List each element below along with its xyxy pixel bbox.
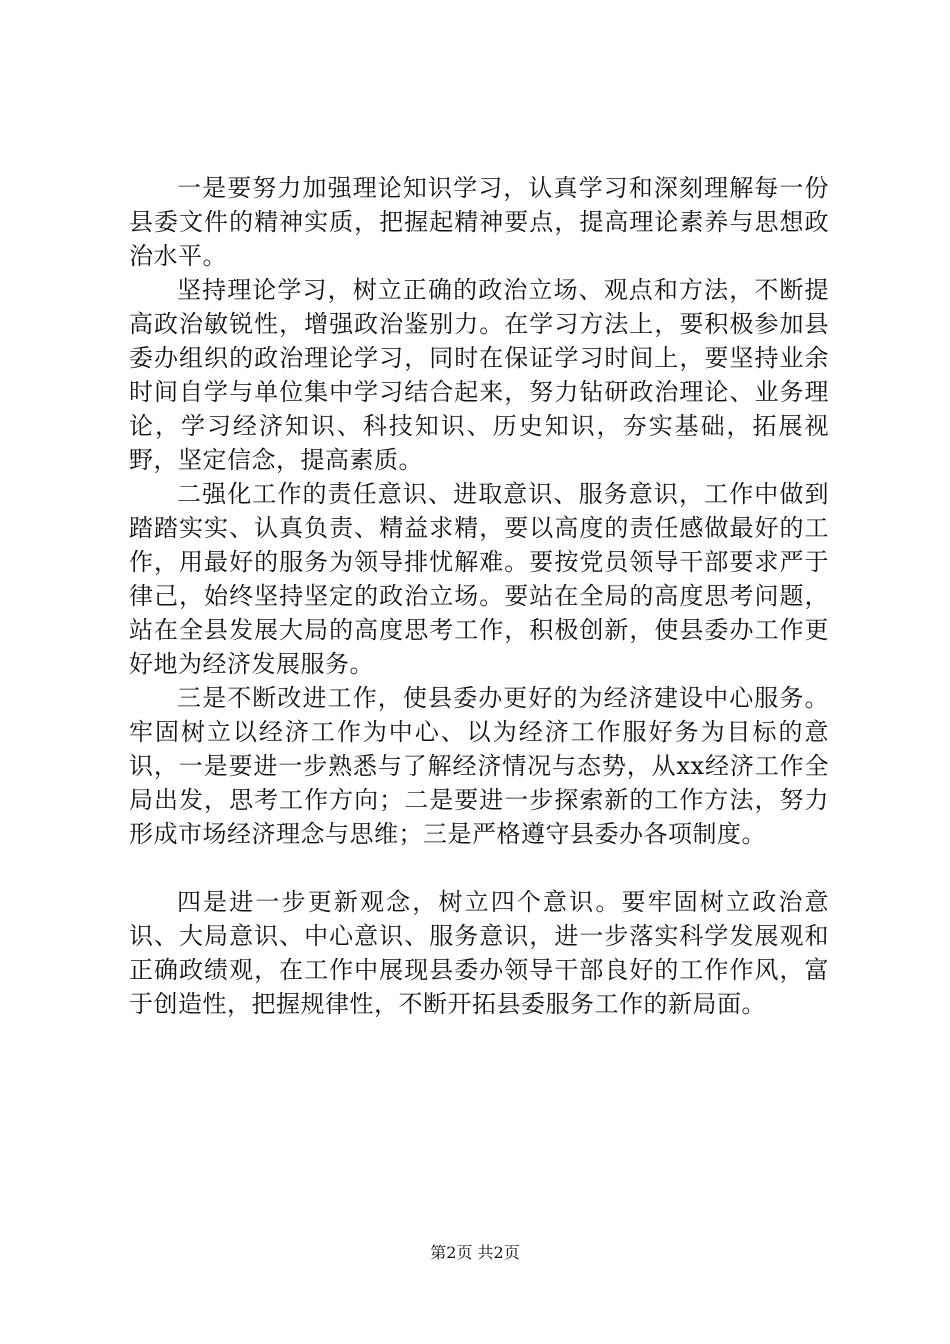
paragraph-4: 三是不断改进工作，使县委办更好的为经济建设中心服务。牢固树立以经济工作为中心、以为经济工作服好务为目标的意识，一是要进一步熟悉与了解经济情况与态势，从xx经济工作全局出发，思考工作方向；二是要进一步探索新的工作方法，努力形成市场经济理念与思维；三是严格遵守县委办各项制度。 [129, 684, 829, 848]
paragraph-spacer [129, 851, 829, 885]
page-number-footer: 第2页 共2页 [430, 1243, 520, 1262]
paragraph-2: 坚持理论学习，树立正确的政治立场、观点和方法，不断提高政治敏锐性，增强政治鉴别力。在学习方法上，要积极参加县委办组织的政治理论学习，同时在保证学习时间上，要坚持业余时间自学与单位集中学习结合起来，努力钻研政治理论、业务理论，学习经济知识、科技知识、历史知识，夯实基础，拓展视野，坚定信念，提高素质。 [129, 276, 829, 474]
document-body [129, 171, 829, 1021]
paragraph-1: 一是要努力加强理论知识学习，认真学习和深刻理解每一份县委文件的精神实质，把握起精神要点，提高理论素养与思想政治水平。 [129, 174, 829, 270]
paragraph-5: 四是进一步更新观念，树立四个意识。要牢固树立政治意识、大局意识、中心意识、服务意识，进一步落实科学发展观和正确政绩观，在工作中展现县委办领导干部良好的工作作风，富于创造性，把握规律性，不断开拓县委服务工作的新局面。 [129, 888, 829, 1018]
paragraph-3: 二强化工作的责任意识、进取意识、服务意识，工作中做到踏踏实实、认真负责、精益求精，要以高度的责任感做最好的工作，用最好的服务为领导排忧解难。要按党员领导干部要求严于律己，始终坚持坚定的政治立场。要站在全局的高度思考问题，站在全县发展大局的高度思考工作，积极创新，使县委办工作更好地为经济发展服务。 [129, 480, 829, 678]
